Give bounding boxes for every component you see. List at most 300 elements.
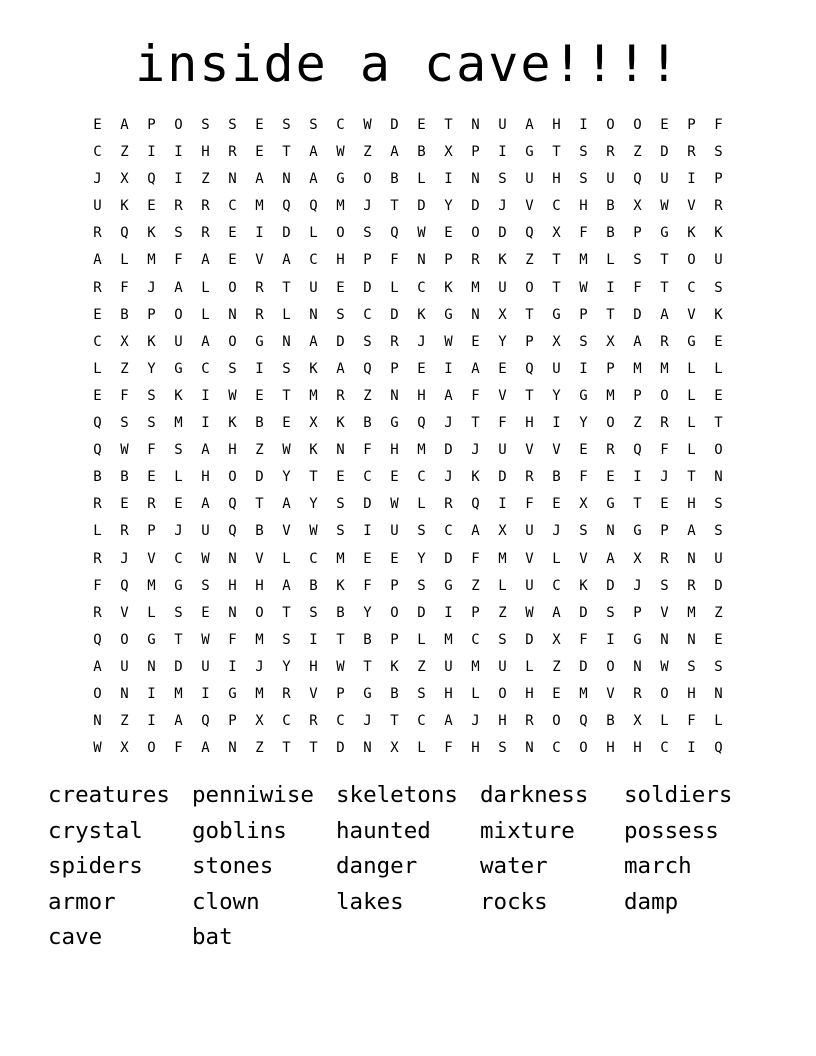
grid-letter: R <box>471 252 480 269</box>
grid-letter: M <box>147 577 156 594</box>
grid-letter: S <box>309 117 318 133</box>
grid-letter: L <box>417 631 426 648</box>
grid-letter: C <box>228 198 237 215</box>
grid-letter: L <box>687 415 696 432</box>
grid-letter: R <box>633 685 642 702</box>
grid-letter: X <box>444 144 453 161</box>
grid-letter: O <box>633 117 642 133</box>
grid-letter: U <box>201 658 210 675</box>
grid-letter: T <box>282 144 291 161</box>
grid-letter: X <box>498 306 507 323</box>
grid-letter: M <box>336 550 345 567</box>
grid-letter: J <box>660 469 669 486</box>
grid-letter: C <box>660 740 669 757</box>
grid-letter: I <box>687 740 696 757</box>
grid-letter: D <box>336 333 345 350</box>
grid-letter: O <box>336 225 345 242</box>
grid-letter: M <box>606 387 615 404</box>
grid-letter: G <box>606 496 615 513</box>
grid-letter: I <box>147 685 156 702</box>
grid-letter: C <box>552 577 561 594</box>
grid-letter: S <box>579 523 588 540</box>
grid-letter: U <box>498 658 507 675</box>
grid-letter: N <box>309 306 318 323</box>
word-bank-item: bat <box>192 924 233 950</box>
grid-letter: W <box>201 550 210 567</box>
grid-letter: X <box>120 171 129 188</box>
grid-letter: N <box>93 713 102 730</box>
grid-letter: O <box>174 117 183 133</box>
grid-letter: J <box>633 577 642 594</box>
grid-letter: E <box>228 225 237 242</box>
grid-letter: E <box>498 360 507 377</box>
grid-letter: U <box>120 658 129 675</box>
grid-letter: U <box>525 523 534 540</box>
word-bank-item: spiders <box>48 853 143 879</box>
grid-letter: G <box>255 333 264 350</box>
grid-letter: J <box>498 198 507 215</box>
grid-letter: Y <box>498 333 507 350</box>
grid-letter: A <box>552 604 561 621</box>
grid-letter: N <box>525 740 534 757</box>
grid-letter: H <box>525 685 534 702</box>
grid-letter: C <box>552 740 561 757</box>
grid-letter: A <box>120 117 129 133</box>
grid-letter: V <box>579 550 588 567</box>
grid-letter: W <box>201 631 210 648</box>
grid-letter: C <box>471 631 480 648</box>
grid-letter: D <box>579 604 588 621</box>
grid-letter: L <box>525 658 534 675</box>
grid-letter: L <box>282 306 291 323</box>
grid-letter: S <box>363 225 372 242</box>
grid-letter: D <box>579 658 588 675</box>
grid-letter: N <box>228 550 237 567</box>
grid-letter: P <box>444 252 453 269</box>
grid-letter: O <box>255 604 264 621</box>
grid-letter: J <box>120 550 129 567</box>
grid-letter: E <box>255 144 264 161</box>
grid-letter: W <box>93 740 102 757</box>
grid-letter: U <box>714 550 723 567</box>
grid-letter: F <box>120 279 129 296</box>
grid-letter: H <box>336 252 345 269</box>
grid-letter: Q <box>633 171 642 188</box>
grid-letter: L <box>120 252 129 269</box>
grid-letter: X <box>498 523 507 540</box>
grid-letter: A <box>282 252 291 269</box>
grid-letter: H <box>228 577 237 594</box>
grid-letter: A <box>174 279 183 296</box>
grid-letter: R <box>93 496 102 513</box>
grid-letter: H <box>201 144 210 161</box>
word-bank-item: cave <box>48 924 103 950</box>
grid-letter: I <box>255 360 264 377</box>
grid-letter: G <box>552 306 561 323</box>
grid-letter: Q <box>228 496 237 513</box>
grid-letter: K <box>120 198 129 215</box>
grid-letter: T <box>309 740 318 757</box>
grid-letter: A <box>336 360 345 377</box>
word-bank-item: darkness <box>480 782 589 808</box>
grid-letter: N <box>282 171 291 188</box>
grid-letter: M <box>255 685 264 702</box>
grid-letter: M <box>147 252 156 269</box>
word-bank-item: danger <box>336 853 418 879</box>
grid-letter: M <box>174 415 183 432</box>
grid-letter: X <box>390 740 399 757</box>
grid-letter: K <box>309 360 318 377</box>
grid-letter: V <box>552 442 561 459</box>
grid-letter: N <box>228 604 237 621</box>
word-bank-item: mixture <box>480 817 575 844</box>
grid-letter: R <box>660 333 669 350</box>
grid-letter: I <box>498 144 507 161</box>
grid-letter: F <box>174 740 183 757</box>
grid-letter: P <box>471 604 480 621</box>
grid-letter: H <box>201 469 210 486</box>
grid-letter: K <box>471 469 480 486</box>
grid-letter: M <box>309 387 318 404</box>
grid-letter: T <box>282 604 291 621</box>
grid-letter: N <box>471 171 480 188</box>
grid-letter: I <box>228 658 237 675</box>
grid-letter: V <box>282 523 291 540</box>
grid-letter: L <box>606 252 615 269</box>
grid-letter: X <box>552 225 561 242</box>
grid-letter: C <box>201 360 210 377</box>
grid-letter: S <box>714 658 723 675</box>
grid-letter: J <box>444 415 453 432</box>
grid-letter: R <box>606 144 615 161</box>
word-bank-item: lakes <box>336 888 404 915</box>
grid-letter: P <box>336 685 345 702</box>
grid-letter: R <box>660 550 669 567</box>
grid-letter: I <box>363 523 372 540</box>
grid-letter: L <box>552 550 561 567</box>
grid-letter: W <box>363 117 372 133</box>
grid-letter: H <box>417 387 426 404</box>
grid-letter: Z <box>633 144 642 161</box>
grid-letter: F <box>579 225 588 242</box>
grid-letter: Q <box>93 631 102 648</box>
grid-letter: N <box>471 306 480 323</box>
grid-letter: Z <box>525 252 534 269</box>
grid-letter: U <box>201 523 210 540</box>
grid-letter: W <box>309 523 318 540</box>
grid-letter: X <box>309 415 318 432</box>
grid-letter: X <box>606 333 615 350</box>
word-bank-item: damp <box>624 888 679 915</box>
grid-letter: Z <box>120 713 129 730</box>
grid-letter: Y <box>309 496 318 513</box>
grid-letter: U <box>174 333 183 350</box>
grid-letter: S <box>309 604 318 621</box>
grid-letter: N <box>228 306 237 323</box>
grid-letter: S <box>336 306 345 323</box>
grid-letter: W <box>444 333 453 350</box>
grid-letter: S <box>228 117 237 133</box>
grid-letter: C <box>93 144 102 161</box>
grid-letter: F <box>363 577 372 594</box>
grid-letter: E <box>444 225 453 242</box>
grid-letter: R <box>525 469 534 486</box>
grid-letter: N <box>120 685 129 702</box>
grid-letter: X <box>633 198 642 215</box>
grid-letter: G <box>633 631 642 648</box>
puzzle-title: inside a cave!!!! <box>135 35 681 93</box>
grid-letter: B <box>417 144 426 161</box>
grid-letter: P <box>714 171 723 188</box>
grid-letter: S <box>174 604 183 621</box>
grid-letter: E <box>93 117 102 133</box>
grid-letter: X <box>633 713 642 730</box>
grid-letter: T <box>525 387 534 404</box>
grid-letter: K <box>174 387 183 404</box>
grid-letter: K <box>147 333 156 350</box>
grid-letter: I <box>444 171 453 188</box>
grid-letter: A <box>174 713 183 730</box>
grid-letter: T <box>525 306 534 323</box>
grid-letter: B <box>93 469 102 486</box>
grid-letter: T <box>363 658 372 675</box>
grid-letter: U <box>606 171 615 188</box>
grid-letter: I <box>687 171 696 188</box>
grid-letter: K <box>714 225 723 242</box>
grid-letter: H <box>525 415 534 432</box>
grid-letter: T <box>444 117 453 133</box>
grid-letter: Q <box>363 360 372 377</box>
grid-letter: O <box>606 658 615 675</box>
grid-letter: R <box>93 604 102 621</box>
grid-letter: S <box>363 333 372 350</box>
grid-letter: M <box>471 279 480 296</box>
grid-letter: R <box>93 550 102 567</box>
grid-letter: R <box>201 225 210 242</box>
grid-letter: Q <box>525 225 534 242</box>
grid-letter: Q <box>633 442 642 459</box>
grid-letter: A <box>471 360 480 377</box>
grid-letter: F <box>471 550 480 567</box>
grid-letter: S <box>579 171 588 188</box>
grid-letter: R <box>606 442 615 459</box>
grid-letter: C <box>552 198 561 215</box>
grid-letter: V <box>660 604 669 621</box>
grid-letter: W <box>228 387 237 404</box>
grid-letter: P <box>147 117 156 133</box>
grid-letter: A <box>660 306 669 323</box>
grid-letter: P <box>579 306 588 323</box>
grid-letter: K <box>228 415 237 432</box>
grid-letter: G <box>444 577 453 594</box>
grid-letter: P <box>390 577 399 594</box>
grid-letter: H <box>633 740 642 757</box>
grid-letter: R <box>255 279 264 296</box>
grid-letter: E <box>282 415 291 432</box>
grid-letter: L <box>390 279 399 296</box>
grid-letter: L <box>282 550 291 567</box>
grid-letter: O <box>471 225 480 242</box>
grid-letter: M <box>579 252 588 269</box>
grid-letter: I <box>201 685 210 702</box>
grid-letter: R <box>309 713 318 730</box>
grid-letter: S <box>687 658 696 675</box>
grid-letter: O <box>147 740 156 757</box>
grid-letter: W <box>390 496 399 513</box>
grid-letter: L <box>201 279 210 296</box>
grid-letter: T <box>687 469 696 486</box>
grid-letter: B <box>363 631 372 648</box>
grid-letter: S <box>336 523 345 540</box>
grid-letter: Y <box>552 387 561 404</box>
grid-letter: R <box>282 685 291 702</box>
grid-letter: U <box>498 442 507 459</box>
grid-letter: S <box>660 577 669 594</box>
grid-letter: L <box>417 496 426 513</box>
grid-letter: C <box>93 333 102 350</box>
grid-letter: Z <box>255 442 264 459</box>
grid-letter: J <box>417 333 426 350</box>
grid-letter: I <box>255 225 264 242</box>
grid-letter: W <box>579 279 588 296</box>
grid-letter: F <box>390 252 399 269</box>
word-bank-item: water <box>480 853 548 879</box>
grid-letter: Q <box>201 713 210 730</box>
grid-letter: D <box>174 658 183 675</box>
grid-letter: E <box>120 496 129 513</box>
grid-letter: E <box>147 198 156 215</box>
grid-letter: T <box>282 387 291 404</box>
grid-letter: H <box>498 713 507 730</box>
grid-letter: Q <box>228 523 237 540</box>
grid-letter: O <box>606 117 615 133</box>
grid-letter: X <box>552 631 561 648</box>
grid-letter: O <box>714 442 723 459</box>
grid-letter: N <box>228 740 237 757</box>
grid-letter: Z <box>471 577 480 594</box>
grid-letter: U <box>390 523 399 540</box>
grid-letter: E <box>417 117 426 133</box>
grid-letter: O <box>660 387 669 404</box>
grid-letter: W <box>525 604 534 621</box>
grid-letter: C <box>174 550 183 567</box>
grid-letter: M <box>336 198 345 215</box>
letter-grid <box>84 112 732 762</box>
grid-letter: P <box>525 333 534 350</box>
grid-letter: O <box>174 306 183 323</box>
grid-letter: B <box>552 469 561 486</box>
grid-letter: S <box>282 631 291 648</box>
grid-letter: K <box>444 279 453 296</box>
grid-letter: T <box>282 279 291 296</box>
grid-letter: H <box>471 740 480 757</box>
grid-letter: F <box>120 387 129 404</box>
grid-letter: T <box>471 415 480 432</box>
grid-letter: I <box>201 387 210 404</box>
grid-letter: S <box>714 144 723 161</box>
grid-letter: H <box>309 658 318 675</box>
grid-letter: Y <box>579 415 588 432</box>
grid-letter: R <box>93 225 102 242</box>
grid-letter: D <box>282 225 291 242</box>
word-bank-item: clown <box>192 888 260 915</box>
grid-letter: E <box>471 333 480 350</box>
grid-letter: S <box>417 577 426 594</box>
grid-letter: B <box>120 306 129 323</box>
grid-letter: P <box>633 604 642 621</box>
grid-letter: G <box>525 144 534 161</box>
grid-letter: D <box>417 604 426 621</box>
grid-letter: R <box>120 523 129 540</box>
grid-letter: G <box>336 171 345 188</box>
grid-letter: T <box>255 496 264 513</box>
grid-letter: E <box>390 469 399 486</box>
grid-letter: K <box>687 225 696 242</box>
grid-letter: S <box>282 360 291 377</box>
grid-letter: R <box>687 577 696 594</box>
grid-letter: A <box>93 252 102 269</box>
grid-letter: A <box>201 496 210 513</box>
grid-letter: N <box>687 631 696 648</box>
grid-letter: E <box>93 306 102 323</box>
grid-letter: I <box>201 415 210 432</box>
grid-letter: L <box>471 685 480 702</box>
grid-letter: V <box>255 550 264 567</box>
grid-letter: H <box>255 577 264 594</box>
grid-letter: D <box>714 577 723 594</box>
grid-letter: A <box>201 333 210 350</box>
grid-letter: N <box>336 442 345 459</box>
grid-letter: X <box>120 740 129 757</box>
grid-letter: L <box>417 171 426 188</box>
grid-letter: F <box>471 387 480 404</box>
grid-letter: E <box>147 469 156 486</box>
grid-letter: Q <box>417 415 426 432</box>
grid-letter: I <box>174 144 183 161</box>
grid-letter: H <box>552 171 561 188</box>
grid-letter: A <box>525 117 534 133</box>
grid-letter: U <box>309 279 318 296</box>
grid-letter: O <box>228 279 237 296</box>
grid-letter: F <box>687 713 696 730</box>
grid-letter: T <box>336 631 345 648</box>
grid-letter: I <box>444 604 453 621</box>
grid-letter: M <box>660 360 669 377</box>
grid-letter: P <box>660 523 669 540</box>
grid-letter: V <box>687 306 696 323</box>
grid-letter: X <box>120 333 129 350</box>
grid-letter: U <box>660 171 669 188</box>
grid-letter: C <box>309 550 318 567</box>
grid-letter: G <box>660 225 669 242</box>
grid-letter: L <box>201 306 210 323</box>
grid-letter: E <box>552 496 561 513</box>
grid-letter: D <box>363 279 372 296</box>
grid-letter: V <box>255 252 264 269</box>
grid-letter: C <box>444 523 453 540</box>
grid-letter: S <box>147 415 156 432</box>
word-bank-item: skeletons <box>336 782 458 808</box>
grid-letter: E <box>255 117 264 133</box>
grid-letter: R <box>714 198 723 215</box>
grid-letter: R <box>228 144 237 161</box>
word-bank <box>48 778 768 956</box>
grid-letter: M <box>687 604 696 621</box>
grid-letter: L <box>714 713 723 730</box>
grid-letter: C <box>282 713 291 730</box>
grid-letter: T <box>660 279 669 296</box>
grid-letter: I <box>498 496 507 513</box>
